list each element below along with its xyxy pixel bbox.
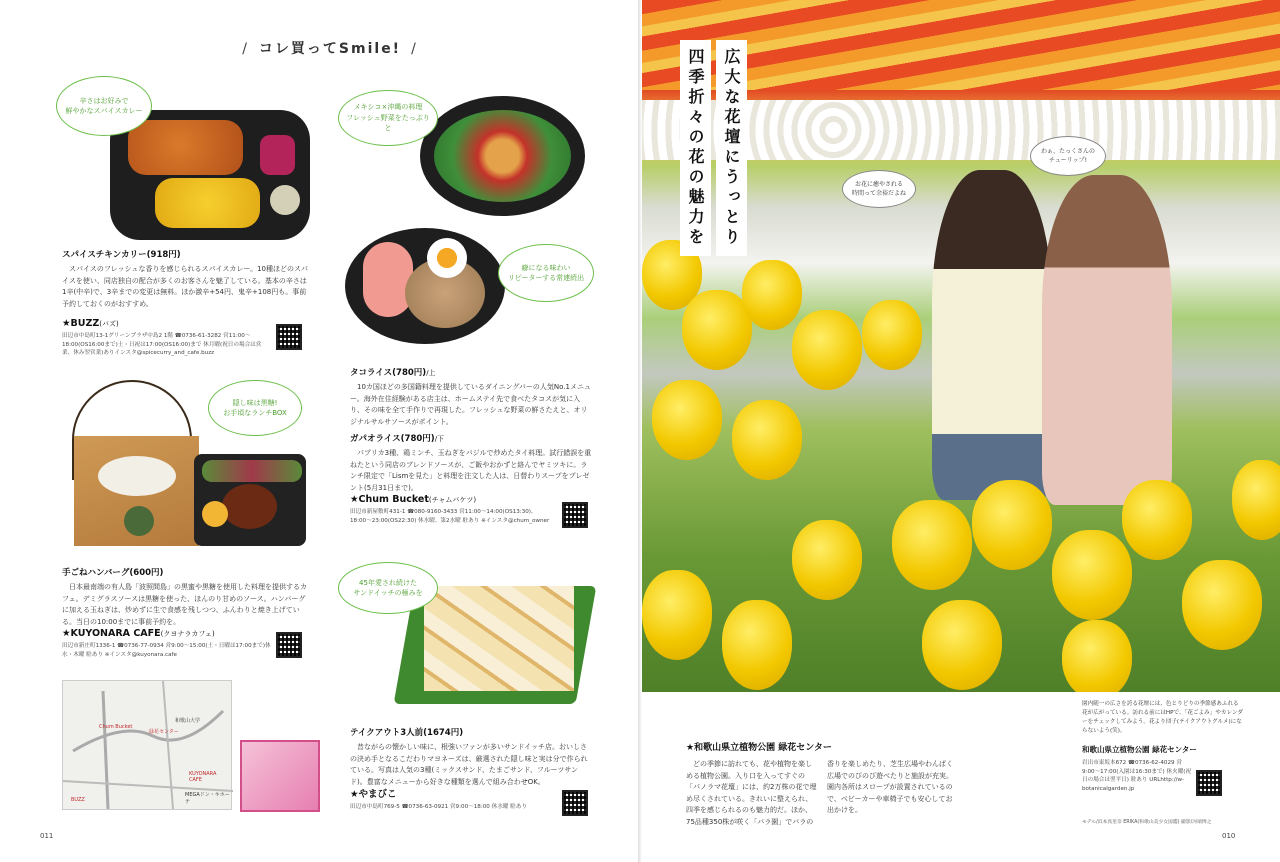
- kuyonara-shop: [62, 628, 272, 659]
- facility-heading: ★和歌山県立植物公園 緑花センター: [686, 743, 832, 753]
- spice-curry-text: スパイスのフレッシュな香りを感じられるスパイスカレー。10種ほどのスパイスを使い、同店独自の配合が多くのお客さんを魅了している。基本の辛さは1辛(中辛)で、3辛までの変更は無料。ほか激辛+54円、鬼辛+108円も。事前予約しておくのがおすすめ。: [62, 265, 308, 308]
- chum-bucket-shop: [350, 494, 550, 525]
- chum-bucket-qr-code[interactable]: [562, 502, 588, 528]
- map-label-mega-donki: MEGAドン・キホーテ: [185, 792, 230, 805]
- yamabiko-qr-code[interactable]: [562, 790, 588, 816]
- map-label-wakayama-univ: 和歌山大学: [175, 718, 201, 724]
- facility-text: どの季節に訪れても、花や植物を楽しめる植物公園。入り口を入ってすぐの「パノラマ花壇」には、約2万株の花で埋め尽くされている。きれいに整えられ、四季を感じられるのも魅力的だ。ほか、75品種350株が咲く「バラ園」でバラの香りを楽しめたり、芝生広場やわんぱく広場でのびのび遊べたりと施設が充実。園内各所はスロープが設置されているので、ベビーカーや車椅子でも安心してお出かけを。: [686, 760, 953, 826]
- hamburg-section: [62, 566, 308, 628]
- map-label-midori-center: 緑花センター: [149, 729, 179, 735]
- taco-rice-text: 10カ国ほどの多国籍料理を提供しているダイニングバーの人気No.1メニュー。海外在住経験がある店主は、ホームステイ先で食べたタコスが気に入り、その味を全て手作りで再現した。フレッシュな野菜の鮮さたえと、オリジナルサルサソースがポイント。: [350, 383, 592, 426]
- hamburg-bento-bubble: 隠し味は黒糖! お手頃なランチBOX: [208, 380, 302, 436]
- yamabiko-info: 田辺市中島町769-5 ☎0736-63-0921 営9:00〜18:00 休水曜 駐あり: [350, 804, 527, 810]
- kuyonara-info: 田辺市新庄町1336-1 ☎0736-77-0934 営9:00〜15:00(土・日曜は17:00まで)休水・木曜 駐あり ※インスタ@kuyonara.cafe: [62, 643, 271, 658]
- woman-right: [1042, 175, 1172, 505]
- taco-rice-photo: [420, 96, 585, 216]
- map-label-chum-bucket: Chum Bucket: [99, 724, 133, 730]
- speech-bubble-2: お花に癒やされる 時間って余裕だよね: [842, 170, 916, 208]
- map-label-buzz: BUZZ: [71, 797, 85, 803]
- tip-box: 園内随一の広さを誇る花壇には、色とりどりの季節感あふれる花が広がっている。訪れる前にはHPで、「花ごよみ」やカレンダーをチェックしてみよう。花より団子(テイクアウトグルメ)にならないよう(笑)。: [1082, 701, 1243, 734]
- sandwich-bubble: 45年愛され続けた サンドイッチの極みを: [338, 562, 438, 614]
- spice-curry-section: [62, 248, 308, 310]
- decorative-flower-illustration: [240, 740, 320, 812]
- facility-info-details: 岩出市東坂本672 ☎0736-62-4029 営9:00〜17:00(入園は16:30まで) 休火曜(祝日の場合は翌平日) 駐あり URLhttp://w-botanicalgarden.jp: [1082, 760, 1192, 792]
- buzz-reading: (バズ): [99, 320, 119, 328]
- yamabiko-shop: [350, 786, 560, 812]
- buzz-info: 田辺市中島町13-1グリーンプラザ中島2 1階 ☎0736-61-3282 営11:00〜18:00(OS16:00まで)土・日祝は17:00(OS16:00)まで 休月曜(祝日の場合は営業、休み翌営業)ありインスタ@spicecurry_and_cafe.buzz: [62, 333, 262, 357]
- facility-section: [686, 740, 958, 828]
- area-map[interactable]: [62, 680, 232, 810]
- headline-vertical-2: 四季折々の花の魅力を: [680, 40, 711, 256]
- speech-bubble-1: わぁ、たっくさんの チューリップ!: [1030, 136, 1106, 176]
- buzz-qr-code[interactable]: [276, 324, 302, 350]
- page-number-left: 011: [40, 832, 54, 840]
- yamabiko-name: ★やまびこ: [350, 789, 397, 800]
- chum-bucket-info: 田辺市新屋敷町431-1 ☎080-9160-3433 営11:00〜14:00(OS13:30)、18:00〜23:00(OS22:30) 休水曜、第2水曜 駐あり ※インスタ@chum_owner: [350, 509, 550, 524]
- taco-rice-bubble: メキシコ×沖縄の料理 フレッシュ野菜をたっぷりと: [338, 90, 438, 146]
- headline-vertical-1: 広大な花壇にうっとり: [716, 40, 747, 256]
- gapao-rice-photo: [345, 228, 505, 344]
- spice-curry-bubble: 辛さはお好みで 鮮やかなスパイスカレー: [56, 76, 152, 136]
- facility-info-name: 和歌山県立植物公園 緑花センター: [1082, 745, 1197, 754]
- gapao-rice-text: パプリカ3種、鶏ミンチ、玉ねぎをバジルで炒めたタイ料理。試行錯誤を重ねたという同店のブレンドソースが、ご飯やおかずと絡んでヤミツキに。ランチ限定で「Lismを見た」と料理を注文した人は、日替わりスープをプレゼント(5月31日まで)。: [350, 449, 592, 492]
- sandwich-text: 昔ながらの懐かしい味に、根強いファンが多いサンドイッチ店。おいしさの決め手となるこだわりマヨネーズは、厳選された隠し味と実は分で作られている。写真は人気の3種(ミックスサンド、たまごサンド、フルーツサンド)。豊富なメニューから好きな種類を選んで組み合わせOK。: [350, 743, 588, 786]
- spice-curry-heading: スパイスチキンカリー(918円): [62, 250, 181, 260]
- hamburg-heading: 手ごねハンバーグ(600円): [62, 568, 164, 578]
- gapao-rice-position: /下: [434, 435, 445, 443]
- taco-rice-position: /上: [426, 369, 436, 377]
- hamburg-text: 日本最南端の有人島「波照間島」の黒蜜や黒糖を使用した料理を提供するカフェ。デミグラスソースは黒糖を使った、ほんのり甘めのソース。ハンバーグに加える玉ねぎは、炒めずに生で食感を残しつつ、ふんわりと焼き上げている。当日の10:00までに事前予約を。: [62, 583, 307, 626]
- photo-credit: モデル/浜本真里奈 ERIKA(和歌山美少女図鑑) 撮影/河端博之: [1082, 820, 1212, 825]
- kuyonara-qr-code[interactable]: [276, 632, 302, 658]
- woman-left: [932, 170, 1052, 500]
- chum-bucket-reading: (チャムバケツ): [428, 496, 477, 504]
- page-number-right: 010: [1222, 832, 1236, 840]
- gapao-rice-section: [350, 432, 594, 494]
- gapao-rice-heading: ガパオライス(780円): [350, 434, 435, 444]
- gapao-rice-bubble: 癖になる味わい リピーターする常連続出: [498, 244, 594, 302]
- buzz-name: ★BUZZ: [62, 318, 100, 329]
- kuyonara-name: ★KUYONARA CAFE: [62, 628, 161, 639]
- kuyonara-reading: (クヨナラカフェ): [160, 630, 215, 638]
- facility-qr-code[interactable]: [1196, 770, 1222, 796]
- map-label-kuyonara: KUYONARA CAFE: [189, 771, 217, 783]
- sandwich-heading: テイクアウト3人前(1674円): [350, 728, 464, 738]
- page-title: / コレ買ってSmile! /: [242, 41, 418, 57]
- sandwich-section: [350, 726, 594, 788]
- taco-rice-section: [350, 366, 594, 428]
- chum-bucket-name: ★Chum Bucket: [350, 494, 429, 505]
- buzz-shop: [62, 318, 272, 358]
- taco-rice-heading: タコライス(780円): [350, 368, 427, 378]
